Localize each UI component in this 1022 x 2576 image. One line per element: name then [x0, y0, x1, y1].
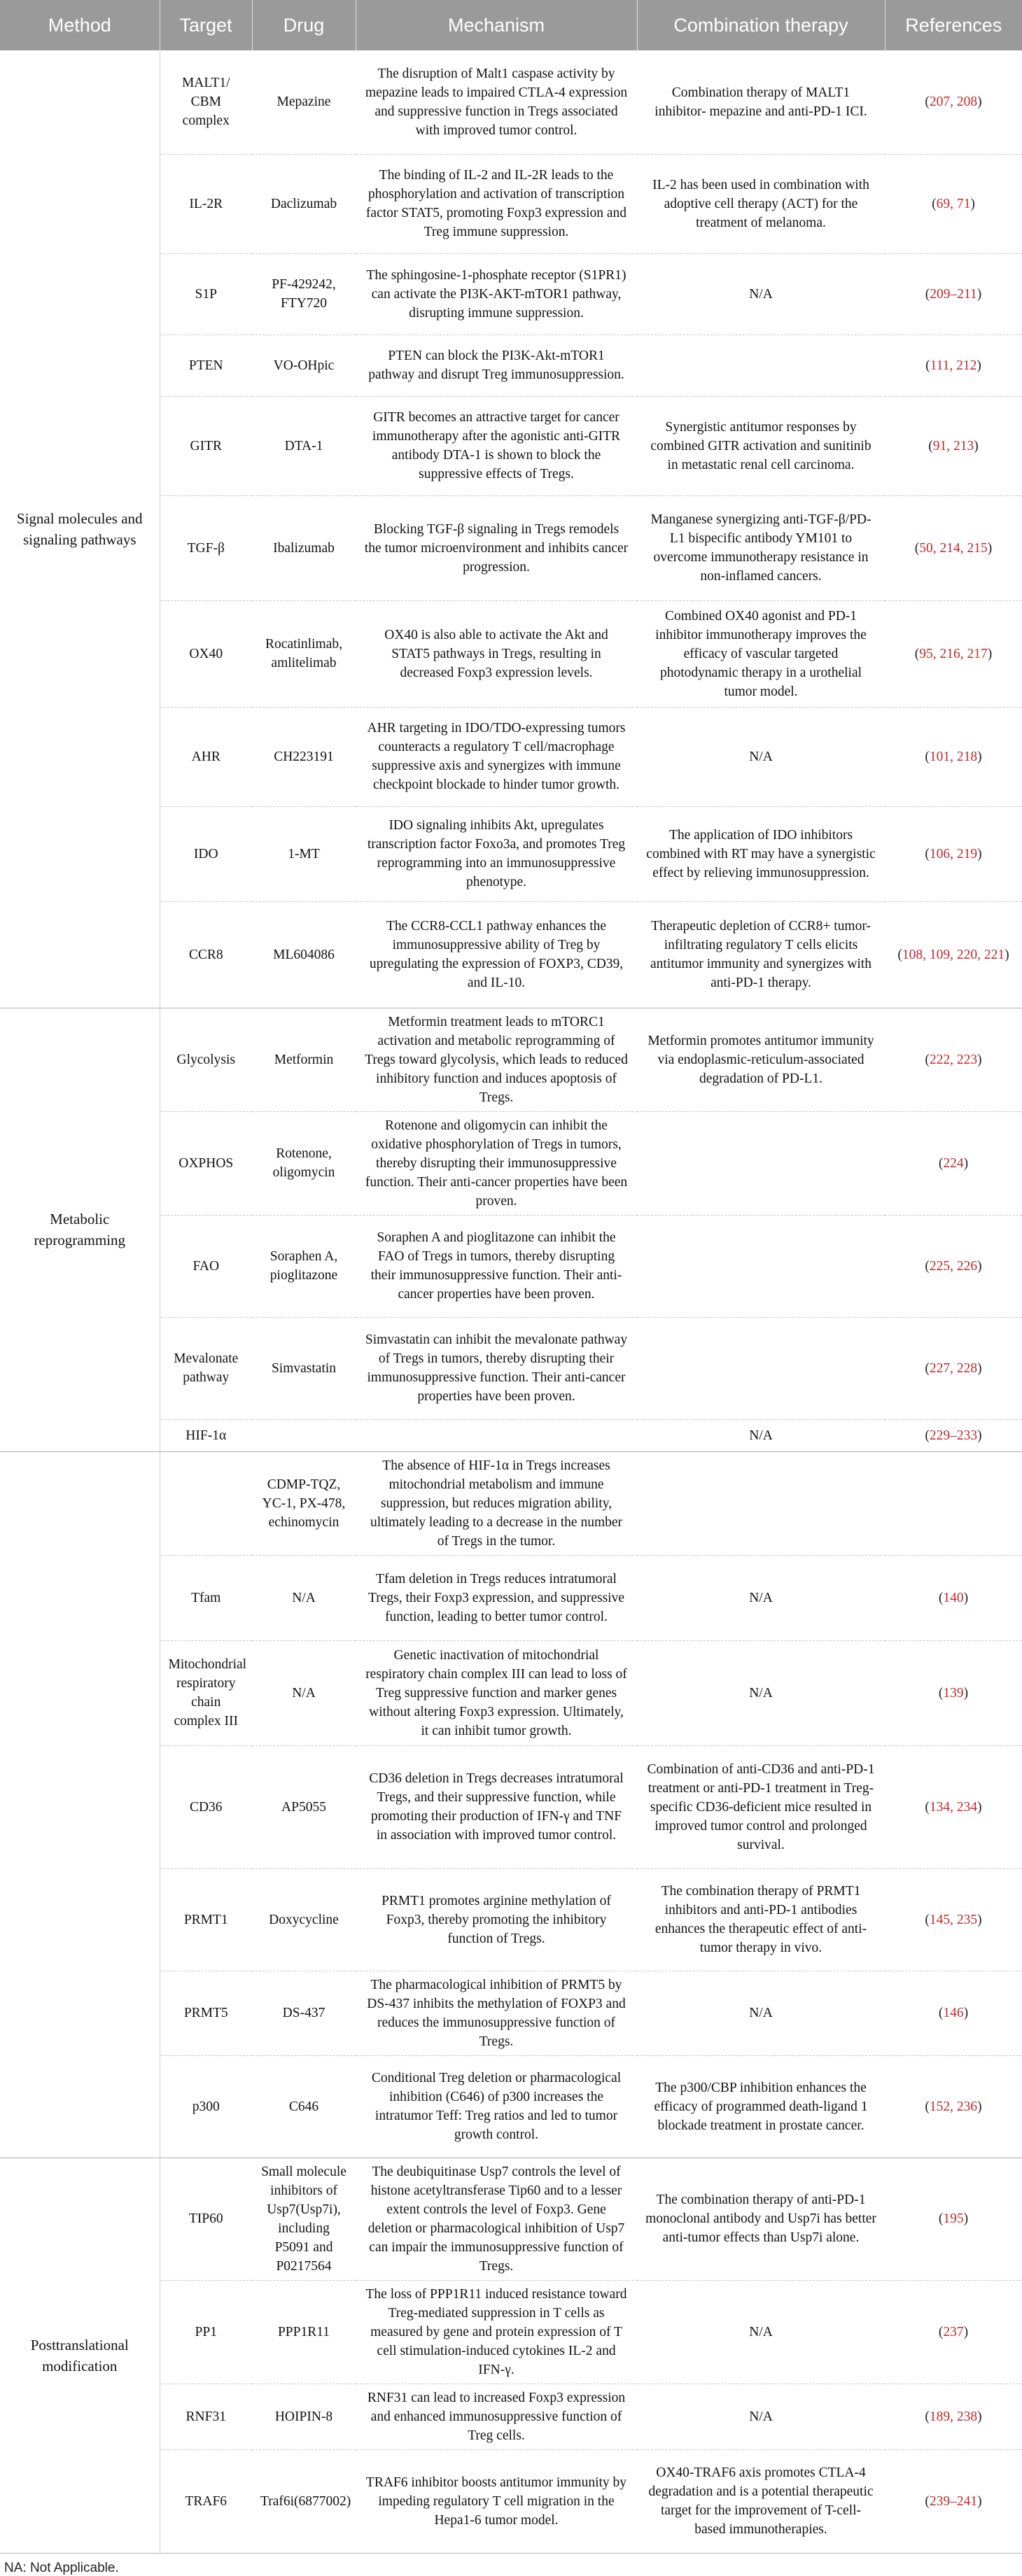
- drug-cell: N/A: [252, 1555, 356, 1640]
- paren-open: (: [925, 2099, 930, 2114]
- target-cell: HIF-1α: [160, 1419, 252, 1451]
- reference-link[interactable]: 95, 216, 217: [919, 646, 988, 661]
- paren-close: ): [987, 646, 993, 661]
- references-cell: [885, 2055, 1022, 2158]
- drug-cell: 1-MT: [252, 806, 356, 901]
- reference-link[interactable]: 145, 235: [929, 1912, 978, 1927]
- combination-therapy-cell: N/A: [637, 707, 885, 806]
- references-cell: [885, 50, 1022, 154]
- target-cell: TGF-β: [160, 495, 252, 600]
- paren-open: (: [925, 286, 930, 302]
- paren-close: ): [963, 2324, 969, 2339]
- mechanism-cell: IDO signaling inhibits Akt, upregulates transcription factor Foxo3a, and promotes Treg reprogramming into an immunosuppressive phenotype.: [356, 806, 637, 901]
- drug-cell: AP5055: [252, 1745, 356, 1868]
- reference-link[interactable]: 224: [943, 1155, 964, 1171]
- combination-therapy-cell: Manganese synergizing anti-TGF-β/PD-L1 bispecific antibody YM101 to overcome immunotherapy resistance in non-inflamed cancers.: [637, 495, 885, 600]
- paren-close: ): [974, 438, 979, 453]
- target-cell: IDO: [160, 806, 252, 901]
- reference-link[interactable]: 140: [943, 1590, 964, 1605]
- drug-cell: Traf6i(6877002): [252, 2449, 356, 2553]
- combination-therapy-cell: Synergistic antitumor responses by combined GITR activation and sunitinib in metastatic renal cell carcinoma.: [637, 396, 885, 495]
- target-cell: PTEN: [160, 335, 252, 396]
- combination-therapy-cell: Combination therapy of MALT1 inhibitor- mepazine and anti-PD-1 ICI.: [637, 50, 885, 154]
- reference-link[interactable]: 69, 71: [936, 196, 971, 211]
- reference-link[interactable]: 146: [943, 2006, 964, 2020]
- reference-link[interactable]: 152, 236: [929, 2099, 978, 2114]
- paren-close: ): [977, 2409, 982, 2424]
- paren-close: ): [977, 749, 982, 764]
- combination-therapy-cell: Combined OX40 agonist and PD-1 inhibitor immunotherapy improves the efficacy of vascular targeted photodynamic therapy in a urothelial tumor model.: [637, 600, 885, 707]
- paren-open: (: [938, 2211, 944, 2226]
- target-cell: p300: [160, 2055, 252, 2158]
- combination-therapy-cell: N/A: [637, 1971, 885, 2055]
- paren-close: ): [963, 1155, 969, 1171]
- mechanism-cell: Tfam deletion in Tregs reduces intratumoral Tregs, their Foxp3 expression, and suppressive function, leading to better tumor control.: [356, 1555, 637, 1640]
- target-cell: PP1: [160, 2280, 252, 2384]
- target-cell: [160, 1451, 252, 1555]
- mechanism-cell: The loss of PPP1R11 induced resistance toward Treg-mediated suppression in T cells as measured by gene and protein expression of T cell stimulation-induced cytokines IL-2 and IFN-γ.: [356, 2280, 637, 2384]
- reference-link[interactable]: 134, 234: [929, 1799, 978, 1815]
- paren-close: ): [977, 2493, 982, 2509]
- paren-close: ): [977, 94, 982, 110]
- references-cell: [885, 1215, 1022, 1317]
- target-cell: AHR: [160, 707, 252, 806]
- mechanism-cell: OX40 is also able to activate the Akt and STAT5 pathways in Tregs, resulting in decreased Foxp3 expression levels.: [356, 600, 637, 707]
- combination-therapy-cell: Therapeutic depletion of CCR8+ tumor-infiltrating regulatory T cells elicits antitumor immunity and synergizes with anti-PD-1 therapy.: [637, 901, 885, 1008]
- paren-close: ): [977, 846, 982, 861]
- paren-open: (: [932, 196, 937, 211]
- combination-therapy-cell: N/A: [637, 1640, 885, 1745]
- reference-link[interactable]: 111, 212: [930, 358, 977, 373]
- references-cell: [885, 1745, 1022, 1868]
- references-cell: [885, 1868, 1022, 1971]
- mechanism-cell: Simvastatin can inhibit the mevalonate pathway of Tregs in tumors, thereby disrupting their immunosuppressive function. Their anti-cancer properties have been proven.: [356, 1317, 637, 1419]
- mechanism-cell: Metformin treatment leads to mTORC1 activation and metabolic reprogramming of Tregs toward glycolysis, which leads to reduced inhibitory function and induces apoptosis of Tregs.: [356, 1008, 637, 1111]
- combination-therapy-cell: Combination of anti-CD36 and anti-PD-1 treatment or anti-PD-1 treatment in Treg-specific CD36-deficient mice resulted in improved tumor control and prolonged survival.: [637, 1745, 885, 1868]
- references-cell: [885, 901, 1022, 1008]
- paren-open: (: [938, 2006, 944, 2020]
- drug-cell: CH223191: [252, 707, 356, 806]
- paren-close: ): [977, 1360, 982, 1376]
- paren-close: ): [987, 540, 993, 556]
- drug-cell: Metformin: [252, 1008, 356, 1111]
- method-cell: [0, 1451, 160, 2158]
- drug-cell: PF-429242, FTY720: [252, 253, 356, 335]
- paren-open: (: [897, 947, 902, 962]
- mechanism-cell: [356, 1419, 637, 1451]
- paren-open: (: [914, 646, 920, 661]
- paren-open: (: [928, 438, 933, 453]
- target-cell: Glycolysis: [160, 1008, 252, 1111]
- paren-close: ): [976, 286, 982, 302]
- references-cell: [885, 1111, 1022, 1215]
- drug-cell: ML604086: [252, 901, 356, 1008]
- paren-open: (: [938, 1590, 944, 1605]
- table-row: [0, 50, 1022, 154]
- paren-open: (: [925, 94, 930, 110]
- paren-open: (: [925, 1428, 930, 1443]
- reference-link[interactable]: 209–211: [930, 286, 977, 302]
- table-body: [0, 50, 1022, 2553]
- mechanism-cell: CD36 deletion in Tregs decreases intratumoral Tregs, and their suppressive function, while promoting their production of IFN-γ and TNF in association with improved tumor control.: [356, 1745, 637, 1868]
- drug-cell: Daclizumab: [252, 154, 356, 253]
- paren-open: (: [925, 1052, 930, 1067]
- paren-open: (: [914, 540, 920, 556]
- mechanism-cell: TRAF6 inhibitor boosts antitumor immunity by impeding regulatory T cell migration in the Hepa1-6 tumor model.: [356, 2449, 637, 2553]
- header-references: References: [885, 0, 1022, 50]
- header-method: Method: [0, 0, 160, 50]
- references-cell: [885, 1555, 1022, 1640]
- target-cell: CD36: [160, 1745, 252, 1868]
- reference-link[interactable]: 237: [943, 2324, 964, 2339]
- combination-therapy-cell: N/A: [637, 2280, 885, 2384]
- paren-open: (: [925, 1258, 930, 1274]
- references-cell: [885, 2280, 1022, 2384]
- paren-close: ): [963, 2211, 969, 2226]
- combination-therapy-cell: [637, 1215, 885, 1317]
- drug-cell: HOIPIN-8: [252, 2384, 356, 2449]
- target-cell: CCR8: [160, 901, 252, 1008]
- references-cell: [885, 253, 1022, 335]
- reference-link[interactable]: 91, 213: [932, 438, 974, 453]
- references-cell: [885, 495, 1022, 600]
- combination-therapy-cell: The combination therapy of PRMT1 inhibitors and anti-PD-1 antibodies enhances the therapeutic effect of anti-tumor therapy in vivo.: [637, 1868, 885, 1971]
- combination-therapy-cell: N/A: [637, 2384, 885, 2449]
- reference-link[interactable]: 207, 208: [929, 94, 978, 110]
- target-cell: TRAF6: [160, 2449, 252, 2553]
- paren-open: (: [938, 1685, 944, 1701]
- drug-cell: Small molecule inhibitors of Usp7(Usp7i), including P5091 and P0217564: [252, 2158, 356, 2280]
- combination-therapy-cell: The combination therapy of anti-PD-1 monoclonal antibody and Usp7i has better anti-tumor effects than Usp7i alone.: [637, 2158, 885, 2280]
- table-row: [0, 1008, 1022, 1111]
- reference-link[interactable]: 189, 238: [929, 2409, 978, 2424]
- combination-therapy-cell: N/A: [637, 1555, 885, 1640]
- drug-cell: Rotenone, oligomycin: [252, 1111, 356, 1215]
- reference-link[interactable]: 222, 223: [929, 1052, 978, 1067]
- target-cell: MALT1/ CBM complex: [160, 50, 252, 154]
- paren-open: (: [938, 1155, 944, 1171]
- combination-therapy-cell: The p300/CBP inhibition enhances the efficacy of programmed death-ligand 1 blockade treatment in prostate cancer.: [637, 2055, 885, 2158]
- method-cell: Metabolic reprogramming: [0, 1008, 160, 1451]
- references-cell: [885, 1317, 1022, 1419]
- mechanism-cell: Blocking TGF-β signaling in Tregs remodels the tumor microenvironment and inhibits cancer progression.: [356, 495, 637, 600]
- paren-close: ): [977, 1912, 982, 1927]
- target-cell: FAO: [160, 1215, 252, 1317]
- paren-open: (: [925, 846, 930, 861]
- reference-link[interactable]: 229–233: [929, 1428, 978, 1443]
- drug-cell: Mepazine: [252, 50, 356, 154]
- references-cell: [885, 396, 1022, 495]
- paren-close: ): [963, 2006, 969, 2020]
- header-row: [0, 0, 1022, 50]
- mechanism-cell: PRMT1 promotes arginine methylation of Foxp3, thereby promoting the inhibitory function of Tregs.: [356, 1868, 637, 1971]
- drug-cell: DS-437: [252, 1971, 356, 2055]
- drug-cell: Rocatinlimab, amlitelimab: [252, 600, 356, 707]
- target-cell: TIP60: [160, 2158, 252, 2280]
- target-cell: PRMT5: [160, 1971, 252, 2055]
- mechanism-cell: Rotenone and oligomycin can inhibit the oxidative phosphorylation of Tregs in tumors, thereby disrupting their immunosuppressive function. Their anti-cancer properties have been proven.: [356, 1111, 637, 1215]
- header-target: Target: [160, 0, 252, 50]
- paren-open: (: [925, 1912, 930, 1927]
- references-cell: [885, 600, 1022, 707]
- combination-therapy-cell: [637, 1111, 885, 1215]
- target-cell: S1P: [160, 253, 252, 335]
- paren-close: ): [1004, 947, 1009, 962]
- mechanism-cell: The deubiquitinase Usp7 controls the level of histone acetyltransferase Tip60 and to a lesser extent controls the level of Foxp3. Gene deletion or pharmacological inhibition of Usp7 can impair the immunosuppressive function of Tregs.: [356, 2158, 637, 2280]
- paren-close: ): [977, 1428, 982, 1443]
- reference-link[interactable]: 225, 226: [929, 1258, 978, 1274]
- table-row: [0, 2158, 1022, 2280]
- paren-close: ): [970, 196, 975, 211]
- drug-cell: N/A: [252, 1640, 356, 1745]
- reference-link[interactable]: 227, 228: [929, 1360, 978, 1376]
- target-cell: Mevalonate pathway: [160, 1317, 252, 1419]
- drug-cell: Doxycycline: [252, 1868, 356, 1971]
- paren-close: ): [977, 1052, 982, 1067]
- references-cell: [885, 2158, 1022, 2280]
- mechanism-cell: The CCR8-CCL1 pathway enhances the immunosuppressive ability of Treg by upregulating the expression of FOXP3, CD39, and IL-10.: [356, 901, 637, 1008]
- mechanism-cell: AHR targeting in IDO/TDO-expressing tumors counteracts a regulatory T cell/macrophage suppressive axis and synergizes with immune checkpoint blockade to hinder tumor growth.: [356, 707, 637, 806]
- paren-close: ): [963, 1590, 969, 1605]
- paren-open: (: [925, 1799, 930, 1815]
- mechanism-cell: PTEN can block the PI3K-Akt-mTOR1 pathway and disrupt Treg immunosuppression.: [356, 335, 637, 396]
- combination-therapy-cell: OX40-TRAF6 axis promotes CTLA-4 degradation and is a potential therapeutic target for the improvement of T-cell-based immunotherapies.: [637, 2449, 885, 2553]
- references-cell: [885, 1451, 1022, 1555]
- header-drug: Drug: [252, 0, 356, 50]
- combination-therapy-cell: Metformin promotes antitumor immunity via endoplasmic-reticulum-associated degradation of PD-L1.: [637, 1008, 885, 1111]
- reference-link[interactable]: 101, 218: [929, 749, 978, 764]
- reference-link[interactable]: 195: [943, 2211, 964, 2226]
- references-cell: [885, 1419, 1022, 1451]
- references-cell: [885, 707, 1022, 806]
- target-cell: PRMT1: [160, 1868, 252, 1971]
- combination-therapy-cell: N/A: [637, 253, 885, 335]
- combination-therapy-cell: [637, 1317, 885, 1419]
- drug-cell: Ibalizumab: [252, 495, 356, 600]
- target-cell: GITR: [160, 396, 252, 495]
- references-cell: [885, 2384, 1022, 2449]
- drug-cell: Simvastatin: [252, 1317, 356, 1419]
- reference-link[interactable]: 239–241: [929, 2493, 978, 2509]
- references-cell: [885, 2449, 1022, 2553]
- target-cell: RNF31: [160, 2384, 252, 2449]
- references-cell: [885, 806, 1022, 901]
- paren-close: ): [977, 2099, 982, 2114]
- footnote: NA: Not Applicable.: [4, 2560, 119, 2575]
- mechanism-cell: Genetic inactivation of mitochondrial respiratory chain complex III can lead to loss of Treg suppressive function and marker genes without altering Foxp3 expression. Ultimately, it can inhibit tumor growth.: [356, 1640, 637, 1745]
- method-cell: Signal molecules and signaling pathways: [0, 50, 160, 1008]
- drug-cell: [252, 1419, 356, 1451]
- target-cell: OX40: [160, 600, 252, 707]
- paren-close: ): [976, 358, 981, 373]
- reference-link[interactable]: 50, 214, 215: [919, 540, 988, 556]
- header-combination-therapy: Combination therapy: [637, 0, 885, 50]
- paren-close: ): [963, 1685, 969, 1701]
- drug-cell: CDMP-TQZ, YC-1, PX-478, echinomycin: [252, 1451, 356, 1555]
- target-cell: Mitochondrial respiratory chain complex III: [160, 1640, 252, 1745]
- drug-cell: C646: [252, 2055, 356, 2158]
- combination-therapy-cell: N/A: [637, 1419, 885, 1451]
- paren-open: (: [925, 358, 930, 373]
- mechanism-cell: RNF31 can lead to increased Foxp3 expression and enhanced immunosuppressive function of Treg cells.: [356, 2384, 637, 2449]
- mechanism-cell: Conditional Treg deletion or pharmacological inhibition (C646) of p300 increases the intratumor Teff: Treg ratios and led to tumor growth control.: [356, 2055, 637, 2158]
- references-cell: [885, 1971, 1022, 2055]
- paren-open: (: [925, 2409, 930, 2424]
- mechanism-cell: The absence of HIF-1α in Tregs increases mitochondrial metabolism and immune suppression, but reduces migration ability, ultimately leading to a decrease in the number of Tregs in the tumor.: [356, 1451, 637, 1555]
- method-cell: Posttranslational modification: [0, 2158, 160, 2553]
- combination-therapy-cell: IL-2 has been used in combination with adoptive cell therapy (ACT) for the treatment of melanoma.: [637, 154, 885, 253]
- combination-therapy-cell: The application of IDO inhibitors combined with RT may have a synergistic effect by relieving immunosuppression.: [637, 806, 885, 901]
- mechanism-cell: Soraphen A and pioglitazone can inhibit the FAO of Tregs in tumors, thereby disrupting their immunosuppressive function. Their anti-cancer properties have been proven.: [356, 1215, 637, 1317]
- paren-close: ): [977, 1799, 982, 1815]
- reference-link[interactable]: 139: [943, 1685, 964, 1701]
- table-row: [0, 1451, 1022, 1555]
- target-cell: OXPHOS: [160, 1111, 252, 1215]
- paren-open: (: [925, 2493, 930, 2509]
- target-cell: IL-2R: [160, 154, 252, 253]
- drug-cell: VO-OHpic: [252, 335, 356, 396]
- reference-link[interactable]: 106, 219: [929, 846, 978, 861]
- references-cell: [885, 1008, 1022, 1111]
- references-cell: [885, 154, 1022, 253]
- references-cell: [885, 335, 1022, 396]
- combination-therapy-cell: [637, 335, 885, 396]
- paren-open: (: [925, 749, 930, 764]
- mechanism-cell: GITR becomes an attractive target for cancer immunotherapy after the agonistic anti-GITR antibody DTA-1 is shown to block the suppressive effects of Tregs.: [356, 396, 637, 495]
- drug-cell: PPP1R11: [252, 2280, 356, 2384]
- mechanism-cell: The pharmacological inhibition of PRMT5 by DS-437 inhibits the methylation of FOXP3 and reduces the immunosuppressive function of Tregs.: [356, 1971, 637, 2055]
- paren-close: ): [977, 1258, 982, 1274]
- mechanism-cell: The binding of IL-2 and IL-2R leads to the phosphorylation and activation of transcription factor STAT5, promoting Foxp3 expression and Treg immune suppression.: [356, 154, 637, 253]
- drug-cell: Soraphen A, pioglitazone: [252, 1215, 356, 1317]
- header-mechanism: Mechanism: [356, 0, 637, 50]
- combination-therapy-cell: [637, 1451, 885, 1555]
- mechanism-cell: The sphingosine-1-phosphate receptor (S1PR1) can activate the PI3K-AKT-mTOR1 pathway, disrupting immune suppression.: [356, 253, 637, 335]
- target-cell: Tfam: [160, 1555, 252, 1640]
- references-cell: [885, 1640, 1022, 1745]
- drug-cell: DTA-1: [252, 396, 356, 495]
- mechanism-cell: The disruption of Malt1 caspase activity by mepazine leads to impaired CTLA-4 expression and suppressive function in Tregs associated with improved tumor control.: [356, 50, 637, 154]
- reference-link[interactable]: 108, 109, 220, 221: [902, 947, 1005, 962]
- paren-open: (: [938, 2324, 944, 2339]
- paren-open: (: [925, 1360, 930, 1376]
